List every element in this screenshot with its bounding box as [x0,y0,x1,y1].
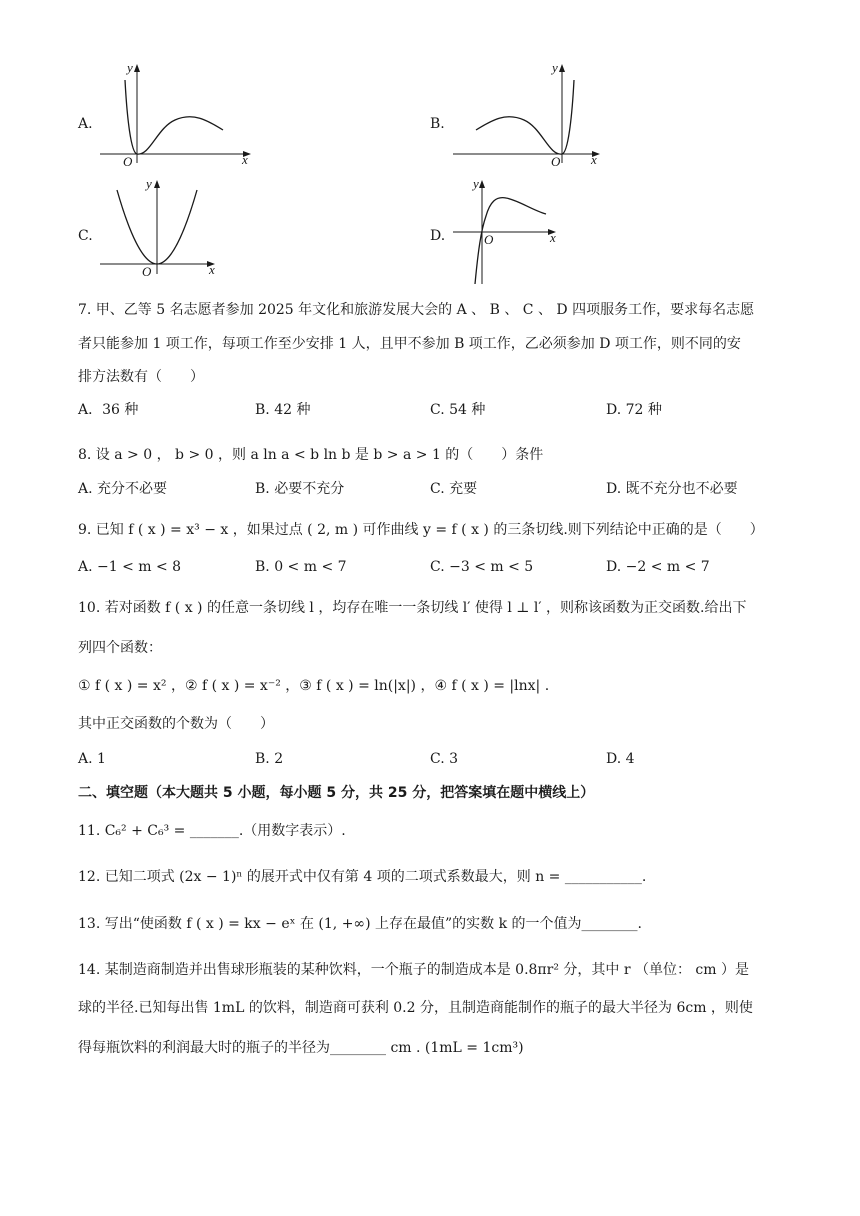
q8-option-a: A. 充分不必要 [78,481,168,497]
q7-option-d: D. 72 种 [606,402,662,418]
q10-option-b: B. 2 [255,751,284,767]
q7-option-b: B. 42 种 [255,402,311,418]
q7-option-a: A．36 种 [78,402,139,418]
q9-stem: 9. 已知 f ( x ) = x³ − x ，如果过点 ( 2, m ) 可作曲线 y = f ( x ) 的三条切线.则下列结论中正确的是（ ） [78,522,764,538]
q7-line-2: 者只能参加 1 项工作，每项工作至少安排 1 人，且甲不参加 B 项工作，乙必须参加 D 项工作，则不同的安 [78,336,741,352]
q7-line-3: 排方法数有（ ） [78,369,204,385]
q7-line-1: 7. 甲、乙等 5 名志愿者参加 2025 年文化和旅游发展大会的 A 、 B 、 C 、 D 四项服务工作，要求每名志愿 [78,302,755,318]
graph-option-d-label: D. [430,228,446,244]
axis-x-label: x [591,152,597,167]
q9-option-b: B. 0 < m < 7 [255,559,347,575]
q9-option-c: C. −3 < m < 5 [430,559,534,575]
q14-line-2: 球的半径.已知每出售 1mL 的饮料，制造商可获利 0.2 分，且制造商能制作的瓶子的最大半径为 6cm ，则使 [78,1000,753,1016]
q8-option-d: D. 既不充分也不必要 [606,481,738,497]
origin-label: O [142,264,152,279]
q13-stem: 13. 写出“使函数 f ( x ) = kx − eˣ 在 (1, +∞) 上存在最值”的实数 k 的一个值为________. [78,916,642,932]
graph-b [448,58,613,168]
graph-c [95,172,225,282]
graph-a [95,58,260,168]
origin-label: O [484,232,494,247]
axis-x-label: x [209,262,215,277]
q8-option-b: B. 必要不充分 [255,481,345,497]
q9-option-d: D. −2 < m < 7 [606,559,710,575]
q10-line-3: ① f ( x ) = x² ，② f ( x ) = x⁻² ，③ f ( x ) = ln(|x|) ，④ f ( x ) = |lnx| . [78,678,550,694]
q8-option-c: C. 充要 [430,481,478,497]
q9-option-a: A. −1 < m < 8 [78,559,182,575]
axis-x-label: x [242,152,248,167]
q11-stem: 11. C₆² + C₆³ = _______.（用数字表示）. [78,823,346,839]
axis-y-label: y [127,60,133,75]
q10-line-1: 10. 若对函数 f ( x ) 的任意一条切线 l ，均存在唯一一条切线 l′ 使得 l ⊥ l′ ，则称该函数为正交函数.给出下 [78,600,747,616]
q7-option-c: C. 54 种 [430,402,486,418]
axis-x-label: x [550,230,556,245]
axis-y-label: y [473,176,479,191]
q14-line-1: 14. 某制造商制造并出售球形瓶装的某种饮料，一个瓶子的制造成本是 0.8πr² 分，其中 r （单位： cm ）是 [78,962,749,978]
q10-option-c: C. 3 [430,751,459,767]
q12-stem: 12. 已知二项式 (2x − 1)ⁿ 的展开式中仅有第 4 项的二项式系数最大，则 n = ___________. [78,869,647,885]
q8-stem: 8. 设 a > 0 ， b > 0 ，则 a ln a < b ln b 是 b > a > 1 的（ ）条件 [78,447,544,463]
axis-y-label: y [146,176,152,191]
q10-option-a: A. 1 [78,751,106,767]
section-2-heading: 二、填空题（本大题共 5 小题，每小题 5 分，共 25 分，把答案填在题中横线上） [78,785,595,801]
graph-option-c-label: C. [78,228,93,244]
origin-label: O [551,154,561,168]
q10-option-d: D. 4 [606,751,635,767]
graph-option-a-label: A. [78,116,93,132]
axis-y-label: y [552,60,558,75]
graph-d [448,172,568,290]
q10-line-2: 列四个函数： [78,640,162,656]
graph-option-b-label: B. [430,116,445,132]
origin-label: O [123,154,133,168]
q10-line-4: 其中正交函数的个数为（ ） [78,716,274,732]
q14-line-3: 得每瓶饮料的利润最大时的瓶子的半径为________ cm . (1mL = 1cm³) [78,1040,524,1056]
